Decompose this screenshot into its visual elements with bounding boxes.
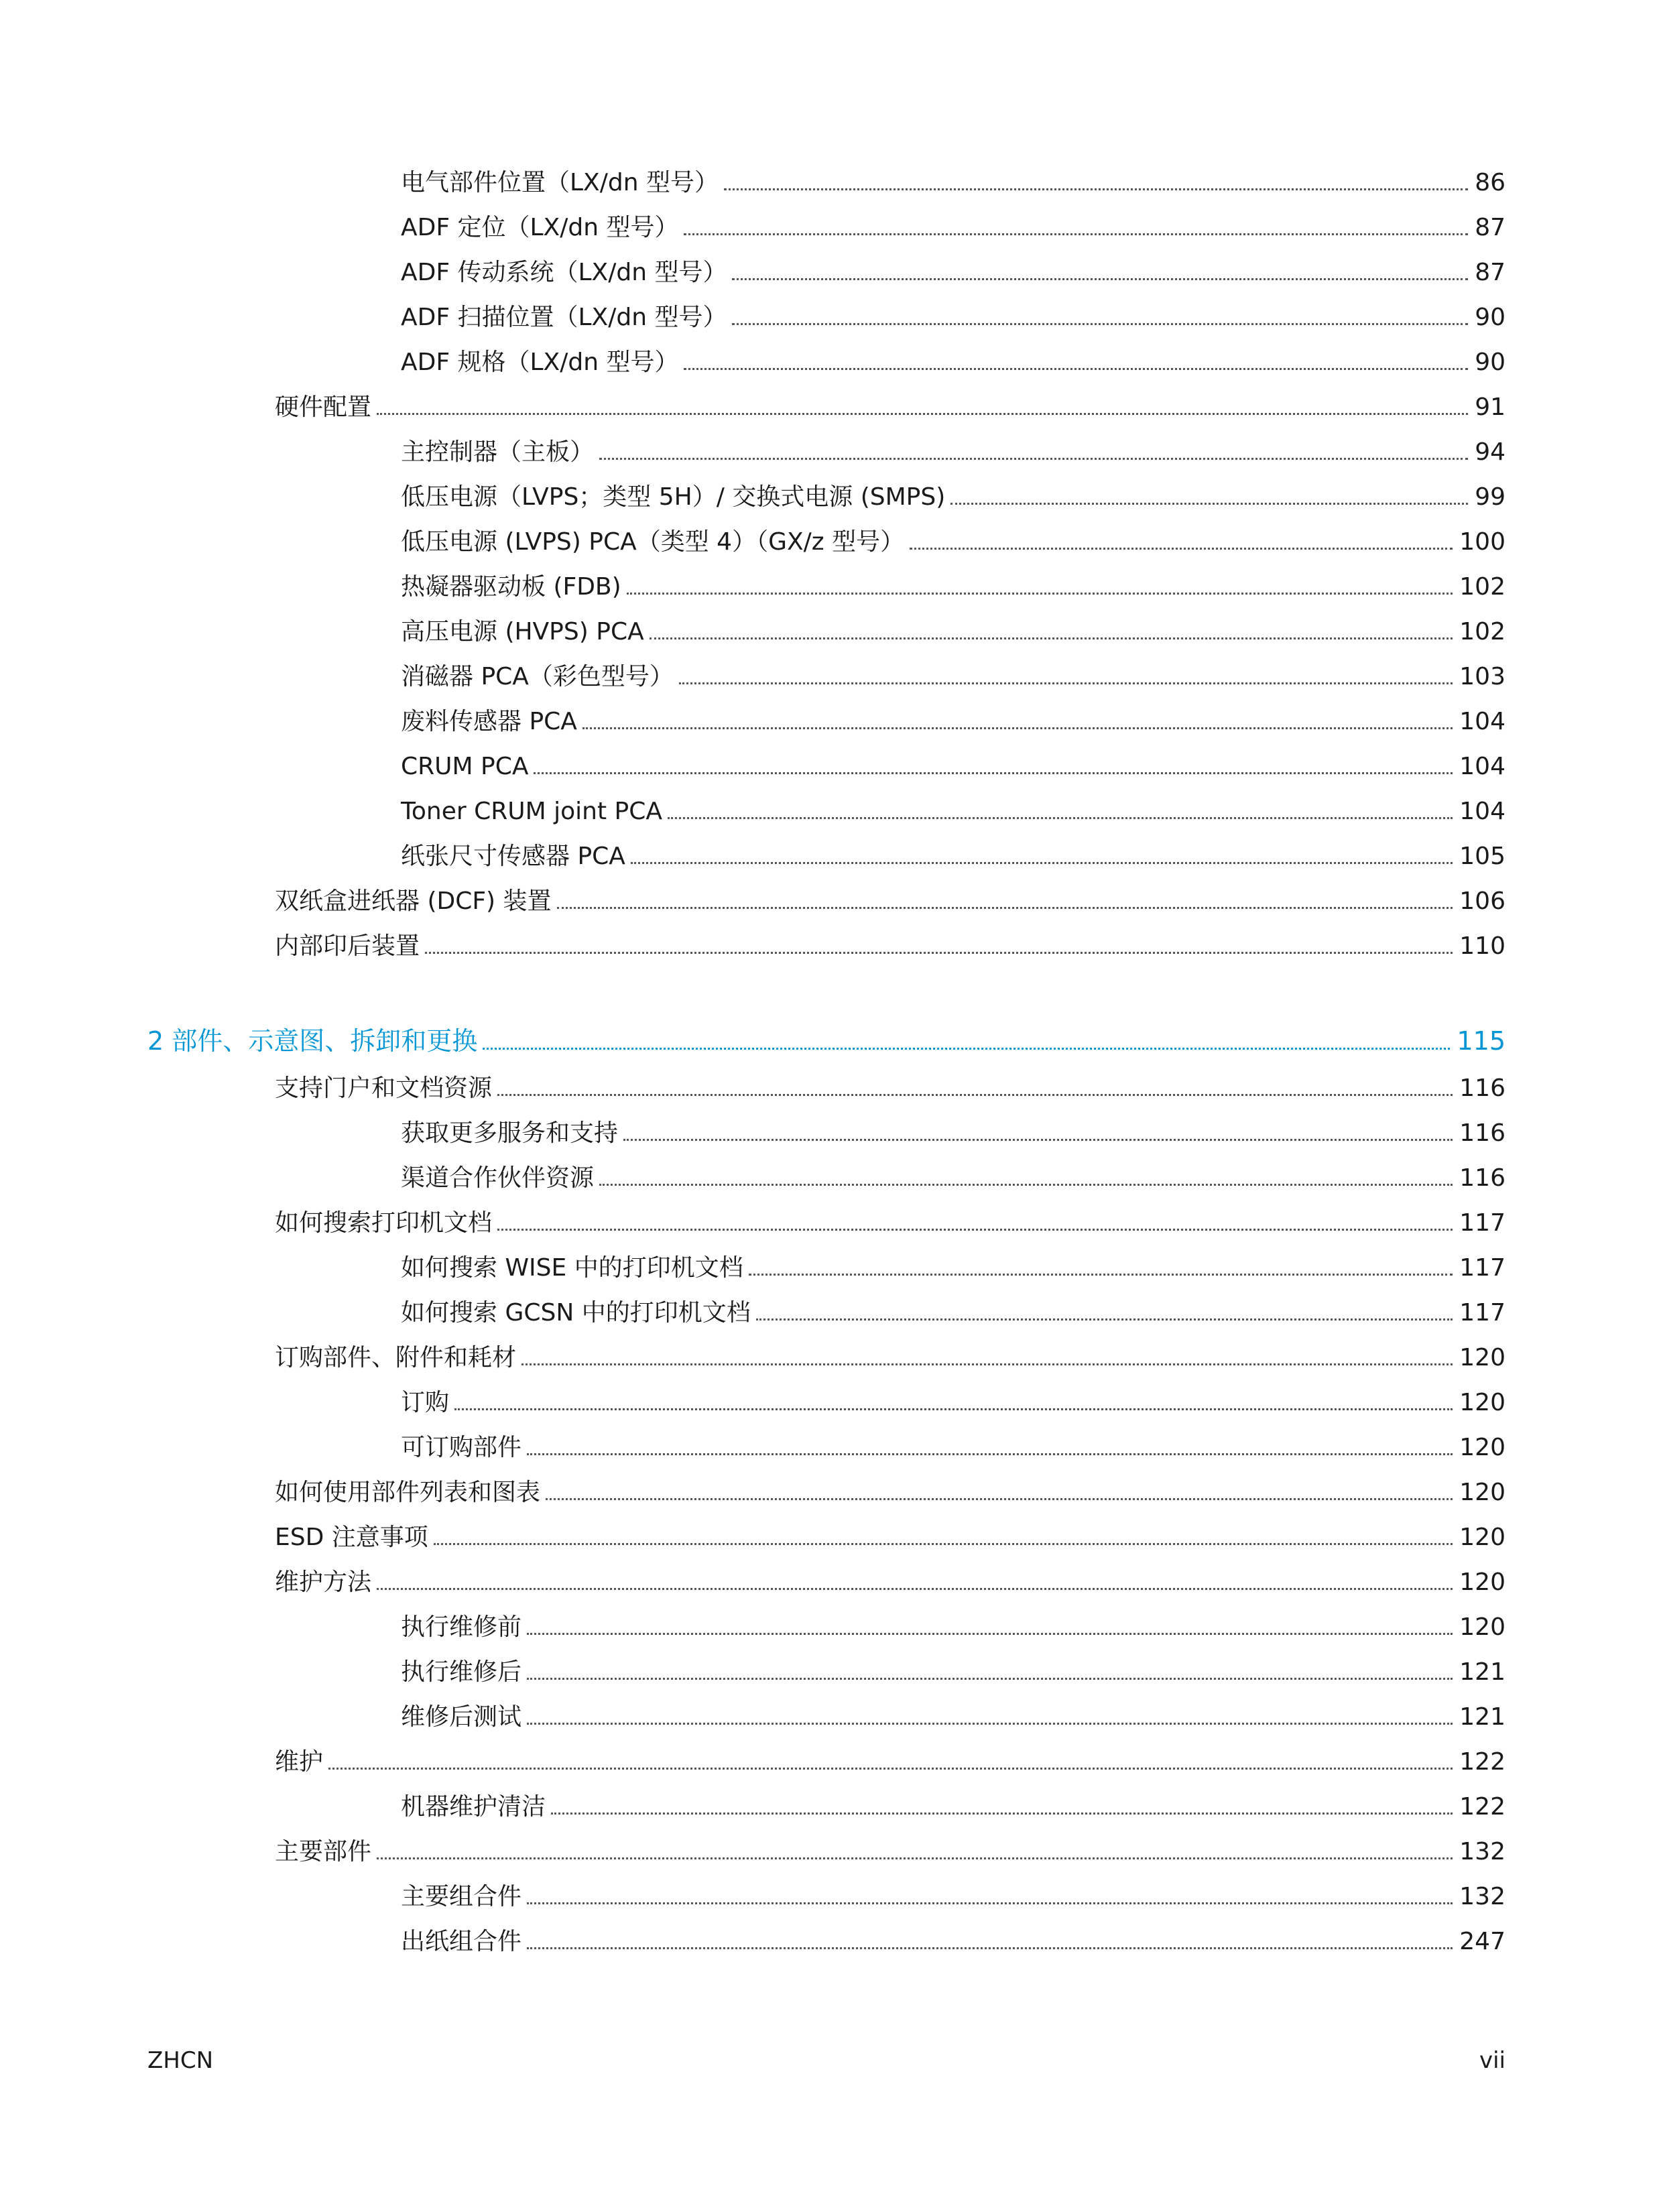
toc-entry[interactable] xyxy=(401,1163,1505,1194)
toc-leader-dots xyxy=(756,1318,1453,1320)
toc-leader-dots xyxy=(328,1768,1453,1770)
toc-entry-page: 94 xyxy=(1475,438,1505,466)
toc-entry-label: 获取更多服务和支持 xyxy=(401,1119,619,1147)
toc-entry-label: 消磁器 PCA（彩色型号） xyxy=(401,663,674,690)
toc-entry-label: 订购 xyxy=(401,1389,450,1416)
toc-leader-dots xyxy=(534,772,1453,774)
toc-entry-label: 电气部件位置（LX/dn 型号） xyxy=(401,169,719,196)
toc-entry-page: 120 xyxy=(1459,1479,1505,1506)
toc-entry-page: 120 xyxy=(1459,1569,1505,1596)
toc-leader-dots xyxy=(497,1094,1453,1096)
toc-entry[interactable] xyxy=(275,1477,1505,1508)
toc-leader-dots xyxy=(724,188,1468,190)
toc-entry-label: 如何搜索打印机文档 xyxy=(275,1209,493,1237)
toc-leader-dots xyxy=(557,907,1453,909)
toc-leader-dots xyxy=(599,458,1468,460)
toc-entry-label: 支持门户和文档资源 xyxy=(275,1074,493,1102)
toc-entry-label: 如何使用部件列表和图表 xyxy=(275,1479,541,1506)
toc-entry-page: 100 xyxy=(1459,528,1505,556)
toc-entry-page: 105 xyxy=(1459,843,1505,870)
toc-entry-label: 订购部件、附件和耗材 xyxy=(275,1344,517,1371)
toc-entry[interactable] xyxy=(401,796,1505,827)
toc-entry-label: 可订购部件 xyxy=(401,1434,522,1461)
toc-entry[interactable] xyxy=(401,347,1505,378)
toc-entry[interactable] xyxy=(401,302,1505,333)
toc-entry-page: 116 xyxy=(1459,1164,1505,1192)
toc-entry-page: 99 xyxy=(1475,483,1505,511)
toc-leader-dots xyxy=(377,413,1468,415)
toc-entry[interactable] xyxy=(401,1792,1505,1823)
toc-leader-dots xyxy=(521,1363,1453,1365)
toc-leader-dots xyxy=(454,1408,1453,1410)
toc-entry-label: ESD 注意事项 xyxy=(275,1524,428,1551)
toc-entry[interactable] xyxy=(401,482,1505,513)
toc-entry-label: CRUM PCA xyxy=(401,753,529,780)
toc-entry-label: 维修后测试 xyxy=(401,1703,522,1731)
toc-entry-page: 103 xyxy=(1459,663,1505,690)
toc-entry[interactable] xyxy=(401,1388,1505,1418)
toc-entry-page: 132 xyxy=(1459,1838,1505,1865)
toc-entry[interactable] xyxy=(275,392,1505,423)
toc-entry-label: 维护方法 xyxy=(275,1569,372,1596)
toc-leader-dots xyxy=(679,682,1453,684)
toc-entry[interactable] xyxy=(275,1208,1505,1239)
toc-entry-page: 116 xyxy=(1459,1074,1505,1102)
toc-leader-dots xyxy=(377,1588,1453,1590)
toc-entry-label: 低压电源 (LVPS) PCA（类型 4）（GX/z 型号） xyxy=(401,528,905,556)
toc-leader-dots xyxy=(749,1274,1453,1276)
toc-entry-page: 102 xyxy=(1459,573,1505,601)
toc-entry-page: 91 xyxy=(1475,393,1505,421)
toc-chapter-entry[interactable] xyxy=(147,1026,1505,1056)
toc-entry-label: 执行维修前 xyxy=(401,1613,522,1641)
toc-leader-dots xyxy=(527,1723,1453,1725)
toc-entry[interactable] xyxy=(401,1432,1505,1463)
toc-entry[interactable] xyxy=(401,1926,1505,1957)
toc-leader-dots xyxy=(546,1498,1453,1500)
toc-leader-dots xyxy=(599,1184,1453,1186)
toc-entry[interactable] xyxy=(401,617,1505,648)
toc-entry-page: 120 xyxy=(1459,1613,1505,1641)
toc-entry-page: 86 xyxy=(1475,169,1505,196)
toc-entry-label: 废料传感器 PCA xyxy=(401,708,577,735)
toc-entry-label: 出纸组合件 xyxy=(401,1928,522,1955)
toc-entry[interactable] xyxy=(275,1837,1505,1867)
toc-entry[interactable] xyxy=(401,212,1505,243)
toc-entry-page: 106 xyxy=(1459,887,1505,915)
toc-entry[interactable] xyxy=(401,1298,1505,1329)
toc-entry-label: Toner CRUM joint PCA xyxy=(401,798,662,825)
toc-entry-label: 主控制器（主板） xyxy=(401,438,595,466)
toc-entry-label: 如何搜索 WISE 中的打印机文档 xyxy=(401,1254,743,1282)
toc-entry-page: 120 xyxy=(1459,1344,1505,1371)
toc-entry[interactable] xyxy=(401,1702,1505,1733)
toc-entry-page: 110 xyxy=(1459,932,1505,960)
footer-locale-code: ZHCN xyxy=(147,2047,214,2074)
toc-entry-label: 渠道合作伙伴资源 xyxy=(401,1164,595,1192)
toc-entry-page: 122 xyxy=(1459,1748,1505,1776)
toc-entry-label: 执行维修后 xyxy=(401,1658,522,1686)
toc-entry-page: 120 xyxy=(1459,1524,1505,1551)
toc-entry-label: ADF 传动系统（LX/dn 型号） xyxy=(401,259,727,286)
toc-entry[interactable] xyxy=(401,662,1505,692)
toc-leader-dots xyxy=(527,1633,1453,1635)
toc-entry[interactable] xyxy=(275,1073,1505,1104)
toc-leader-dots xyxy=(631,862,1453,864)
toc-entry-label: 低压电源（LVPS；类型 5H）/ 交换式电源 (SMPS) xyxy=(401,483,946,511)
toc-entry-label: 硬件配置 xyxy=(275,393,372,421)
toc-entry[interactable] xyxy=(401,706,1505,737)
toc-entry-label: 主要组合件 xyxy=(401,1883,522,1910)
toc-leader-dots xyxy=(527,1453,1453,1455)
toc-entry-page: 102 xyxy=(1459,618,1505,646)
toc-leader-dots xyxy=(627,593,1453,595)
toc-leader-dots xyxy=(527,1902,1453,1904)
toc-leader-dots xyxy=(623,1139,1453,1141)
toc-entry-page: 120 xyxy=(1459,1434,1505,1461)
toc-leader-dots xyxy=(527,1678,1453,1680)
toc-entry[interactable] xyxy=(401,841,1505,872)
toc-entry-page: 104 xyxy=(1459,753,1505,780)
toc-entry-label: 双纸盒进纸器 (DCF) 装置 xyxy=(275,887,552,915)
toc-entry-page: 247 xyxy=(1459,1928,1505,1955)
toc-leader-dots xyxy=(497,1229,1453,1231)
toc-entry-label: 纸张尺寸传感器 PCA xyxy=(401,843,625,870)
toc-entry-label: ADF 定位（LX/dn 型号） xyxy=(401,214,679,241)
toc-leader-dots xyxy=(910,548,1453,550)
toc-entry-page: 90 xyxy=(1475,349,1505,376)
toc-chapter-page: 115 xyxy=(1457,1026,1505,1056)
toc-entry[interactable] xyxy=(401,1612,1505,1643)
toc-entry-page: 117 xyxy=(1459,1254,1505,1282)
toc-leader-dots xyxy=(527,1947,1453,1949)
toc-entry[interactable] xyxy=(401,751,1505,782)
toc-entry[interactable] xyxy=(401,1118,1505,1149)
toc-entry[interactable] xyxy=(401,572,1505,603)
toc-entry-label: 维护 xyxy=(275,1748,324,1776)
toc-leader-dots xyxy=(668,817,1453,819)
toc-leader-dots xyxy=(425,952,1453,954)
toc-entry[interactable] xyxy=(401,527,1505,558)
toc-entry[interactable] xyxy=(275,1522,1505,1553)
toc-entry-page: 104 xyxy=(1459,708,1505,735)
toc-entry-label: 如何搜索 GCSN 中的打印机文档 xyxy=(401,1299,751,1327)
toc-leader-dots xyxy=(684,233,1468,235)
toc-entry[interactable] xyxy=(275,931,1505,962)
toc-entry[interactable] xyxy=(401,257,1505,288)
toc-leader-dots xyxy=(582,727,1453,729)
toc-entry-page: 117 xyxy=(1459,1209,1505,1237)
toc-entry-label: ADF 扫描位置（LX/dn 型号） xyxy=(401,304,727,331)
toc-entry-label: 热凝器驱动板 (FDB) xyxy=(401,573,621,601)
toc-entry[interactable] xyxy=(275,1567,1505,1598)
toc-entry[interactable] xyxy=(401,437,1505,468)
toc-entry-label: ADF 规格（LX/dn 型号） xyxy=(401,349,679,376)
toc-entry[interactable] xyxy=(401,1253,1505,1284)
toc-leader-dots xyxy=(483,1048,1450,1050)
toc-entry[interactable] xyxy=(275,1747,1505,1778)
toc-entry-page: 90 xyxy=(1475,304,1505,331)
toc-leader-dots xyxy=(434,1543,1453,1545)
toc-entry[interactable] xyxy=(275,1343,1505,1373)
toc-leader-dots xyxy=(377,1857,1453,1859)
toc-entry-label: 高压电源 (HVPS) PCA xyxy=(401,618,644,646)
toc-entry-page: 117 xyxy=(1459,1299,1505,1327)
toc-chapter-label: 2 部件、示意图、拆卸和更换 xyxy=(147,1026,478,1056)
toc-leader-dots xyxy=(551,1812,1453,1815)
toc-entry-page: 87 xyxy=(1475,214,1505,241)
toc-entry-label: 机器维护清洁 xyxy=(401,1793,546,1821)
toc-entry-page: 132 xyxy=(1459,1883,1505,1910)
toc-entry[interactable] xyxy=(275,886,1505,917)
toc-entry-page: 122 xyxy=(1459,1793,1505,1821)
toc-entry-page: 120 xyxy=(1459,1389,1505,1416)
toc-entry[interactable] xyxy=(401,168,1505,198)
toc-leader-dots xyxy=(732,278,1468,280)
toc-entry-page: 121 xyxy=(1459,1703,1505,1731)
toc-leader-dots xyxy=(684,368,1468,370)
footer-page-number: vii xyxy=(1479,2047,1505,2074)
toc-entry-label: 主要部件 xyxy=(275,1838,372,1865)
toc-entry-page: 87 xyxy=(1475,259,1505,286)
toc-entry[interactable] xyxy=(401,1657,1505,1688)
toc-entry-page: 104 xyxy=(1459,798,1505,825)
toc-leader-dots xyxy=(950,503,1468,505)
toc-entry-page: 116 xyxy=(1459,1119,1505,1147)
toc-entry-page: 121 xyxy=(1459,1658,1505,1686)
toc-leader-dots xyxy=(650,637,1453,639)
toc-entry[interactable] xyxy=(401,1882,1505,1912)
toc-entry-label: 内部印后装置 xyxy=(275,932,420,960)
toc-leader-dots xyxy=(732,323,1468,325)
